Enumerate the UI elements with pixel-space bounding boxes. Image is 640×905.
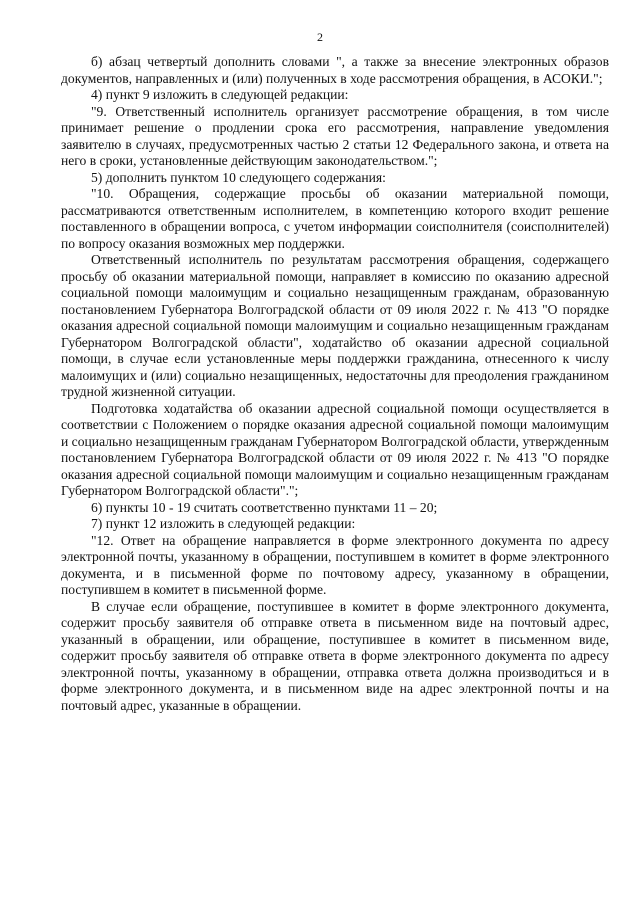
paragraph-2: 4) пункт 9 изложить в следующей редакции: [91, 87, 349, 102]
paragraph-8: 6) пункты 10 - 19 считать соответственно пунктами 11 – 20; [91, 499, 438, 515]
paragraph-9: 7) пункт 12 изложить в следующей редакции: [91, 516, 356, 531]
paragraph-7: Подготовка ходатайства об оказании адресной социальной помощи осуществляется в соответствии с Положением о порядке оказания адресной социальной помощи малоимущим и социально незащищенным гражданам Губернатором Волгоградской области, утвержденным постановлением Губернатора Волгоградской области от 09 июля 2022 г. № 413 "О порядке оказания адресной социальной помощи малоимущим и социально незащищенным гражданам Губернатором Волгоградской области"."; [61, 400, 609, 498]
page-number: 2 [317, 30, 323, 44]
paragraph-1: б) абзац четвертый дополнить словами ", а также за внесение электронных образов документов, направленных и (или) полученных в ходе рассмотрения обращения, в АСОКИ."; [61, 54, 609, 86]
paragraph-4: 5) дополнить пунктом 10 следующего содержания: [91, 169, 386, 185]
paragraph-10: "12. Ответ на обращение направляется в форме электронного документа по адресу электронной почты, указанному в обращении, поступившем в комитет в форме электронного документа, и в письменной форме по почтовому адресу, указанному в обращении, поступившем в комитет в письменной форме. [61, 532, 609, 597]
paragraph-11: В случае если обращение, поступившее в комитет в форме электронного документа, содержит просьбу заявителя об отправке ответа в письменном виде на почтовый адрес, указанный в обращении, или обращение, поступившее в комитет в письменном виде, содержит просьбу заявителя об отправке ответа в форме электронного документа по адресу электронной почты, указанному в обращении, отправка ответа должна производиться и в форме электронного документа, и в письменном виде на адрес электронной почты и на почтовый адрес, указанные в обращении. [61, 598, 609, 713]
paragraph-6: Ответственный исполнитель по результатам рассмотрения обращения, содержащего просьбу об оказании материальной помощи, направляет в комиссию по оказанию адресной социальной помощи малоимущим и социально незащищенным гражданам, образованную постановлением Губернатора Волгоградской области от 09 июля 2022 г. № 413 "О порядке оказания адресной социальной помощи малоимущим и социально незащищенным гражданам Губернатором Волгоградской области", ходатайство об оказании адресной социальной помощи, в случае если установленные меры поддержки гражданина, отнесенного к числу малоимущих и (или) социально незащищенных, недостаточны для преодоления гражданином трудной жизненной ситуации. [61, 252, 609, 399]
document-body [61, 54, 609, 714]
paragraph-5: "10. Обращения, содержащие просьбы об оказании материальной помощи, рассматриваются ответственным исполнителем, в компетенцию которого входит решение поставленного в обращении вопроса, с учетом информации соисполнителя (соисполнителей) по вопросу оказания возможных мер поддержки. [61, 186, 609, 251]
paragraph-3: "9. Ответственный исполнитель организует рассмотрение обращения, в том числе принимает решение о продлении срока его рассмотрения, направление уведомления заявителю в случаях, предусмотренных частью 2 статьи 12 Федерального закона, и ответа на него в сроки, установленные действующим законодательством."; [61, 103, 609, 168]
